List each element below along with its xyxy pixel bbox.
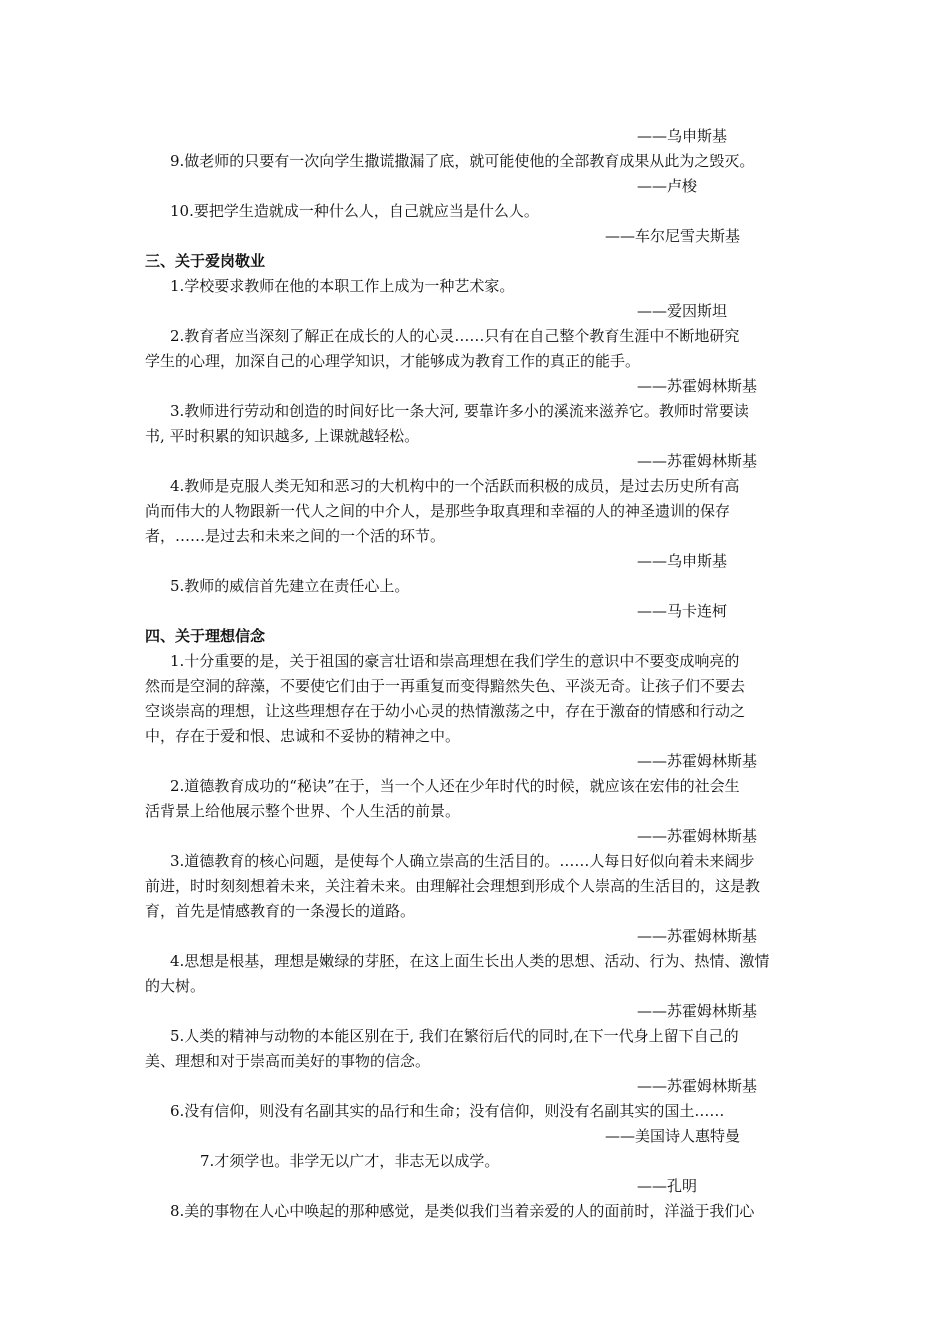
quote-line: 7.才须学也。非学无以广才，非志无以成学。	[200, 1152, 500, 1170]
attribution-suhuomulinsiji: ——苏霍姆林斯基	[637, 1077, 758, 1095]
quote-line: 然而是空洞的辞藻，不要使它们由于一再重复而变得黯然失色、平淡无奇。让孩子们不要去	[145, 677, 746, 695]
attribution-suhuomulinsiji: ——苏霍姆林斯基	[637, 1002, 758, 1020]
quote-line: 者，……是过去和未来之间的一个活的环节。	[145, 527, 446, 545]
attribution-wushensiji: ——乌申斯基	[637, 552, 728, 570]
attribution-cheernixuefusiji: ——车尔尼雪夫斯基	[605, 227, 741, 245]
quote-line: 6.没有信仰，则没有名副其实的品行和生命；没有信仰，则没有名副其实的国土……	[170, 1102, 725, 1120]
quote-line: 3.道德教育的核心问题，是使每个人确立崇高的生活目的。……人每日好似向着未来阔步	[170, 852, 755, 870]
quote-line: 2.教育者应当深刻了解正在成长的人的心灵……只有在自己整个教育生涯中不断地研究	[170, 327, 740, 345]
quote-line: 9.做老师的只要有一次向学生撒谎撒漏了底，就可能使他的全部教育成果从此为之毁灭。	[170, 152, 755, 170]
quote-line: 2.道德教育成功的“秘诀”在于，当一个人还在少年时代的时候，就应该在宏伟的社会生	[170, 777, 740, 795]
quote-line: 前进，时时刻刻想着未来，关注着未来。由理解社会理想到形成个人崇高的生活目的，这是教	[145, 877, 761, 895]
attribution-suhuomulinsiji: ——苏霍姆林斯基	[637, 827, 758, 845]
attribution-suhuomulinsiji: ——苏霍姆林斯基	[637, 377, 758, 395]
attribution-makalianke: ——马卡连柯	[637, 602, 728, 620]
quote-line: 1.学校要求教师在他的本职工作上成为一种艺术家。	[170, 277, 515, 295]
quote-line: 尚而伟大的人物跟新一代人之间的中介人，是那些争取真理和幸福的人的神圣遗训的保存	[145, 502, 731, 520]
attribution-suhuomulinsiji: ——苏霍姆林斯基	[637, 752, 758, 770]
quote-line: 的大树。	[145, 977, 206, 995]
quote-line: 4.思想是根基，理想是嫩绿的芽胚，在这上面生长出人类的思想、活动、行为、热情、激情	[170, 952, 770, 970]
quote-line: 美、理想和对于崇高而美好的事物的信念。	[145, 1052, 431, 1070]
quote-line: 8.美的事物在人心中唤起的那种感觉，是类似我们当着亲爱的人的面前时，洋溢于我们心	[170, 1202, 755, 1220]
attribution-suhuomulinsiji: ——苏霍姆林斯基	[637, 452, 758, 470]
quote-line: 空谈崇高的理想，让这些理想存在于幼小心灵的热情激荡之中，存在于激奋的情感和行动之	[145, 702, 746, 720]
quote-line: 5.教师的威信首先建立在责任心上。	[170, 577, 410, 595]
quote-line: 活背景上给他展示整个世界、个人生活的前景。	[145, 802, 461, 820]
attribution-whitman: ——美国诗人惠特曼	[605, 1127, 741, 1145]
attribution-lusuo: ——卢梭	[637, 177, 698, 195]
quote-line: 10.要把学生造就成一种什么人，自己就应当是什么人。	[170, 202, 539, 220]
attribution-aiyinsitan: ——爱因斯坦	[637, 302, 728, 320]
quote-line: 书, 平时积累的知识越多, 上课就越轻松。	[145, 427, 420, 445]
quote-line: 中，存在于爱和恨、忠诚和不妥协的精神之中。	[145, 727, 461, 745]
quote-line: 4.教师是克服人类无知和恶习的大机构中的一个活跃而积极的成员，是过去历史所有高	[170, 477, 740, 495]
section-heading-3: 三、关于爱岗敬业	[145, 252, 266, 270]
quote-line: 3.教师进行劳动和创造的时间好比一条大河, 要靠许多小的溪流来滋养它。教师时常要读	[170, 402, 749, 420]
quote-line: 5.人类的精神与动物的本能区别在于, 我们在繁衍后代的同时,在下一代身上留下自己的	[170, 1027, 739, 1045]
quote-line: 育，首先是情感教育的一条漫长的道路。	[145, 902, 416, 920]
attribution-kongming: ——孔明	[637, 1177, 698, 1195]
attribution-suhuomulinsiji: ——苏霍姆林斯基	[637, 927, 758, 945]
attribution-wushensiji: ——乌申斯基	[637, 127, 728, 145]
section-heading-4: 四、关于理想信念	[145, 627, 266, 645]
quote-line: 学生的心理，加深自己的心理学知识，才能够成为教育工作的真正的能手。	[145, 352, 641, 370]
quote-line: 1.十分重要的是，关于祖国的豪言壮语和崇高理想在我们学生的意识中不要变成响亮的	[170, 652, 740, 670]
